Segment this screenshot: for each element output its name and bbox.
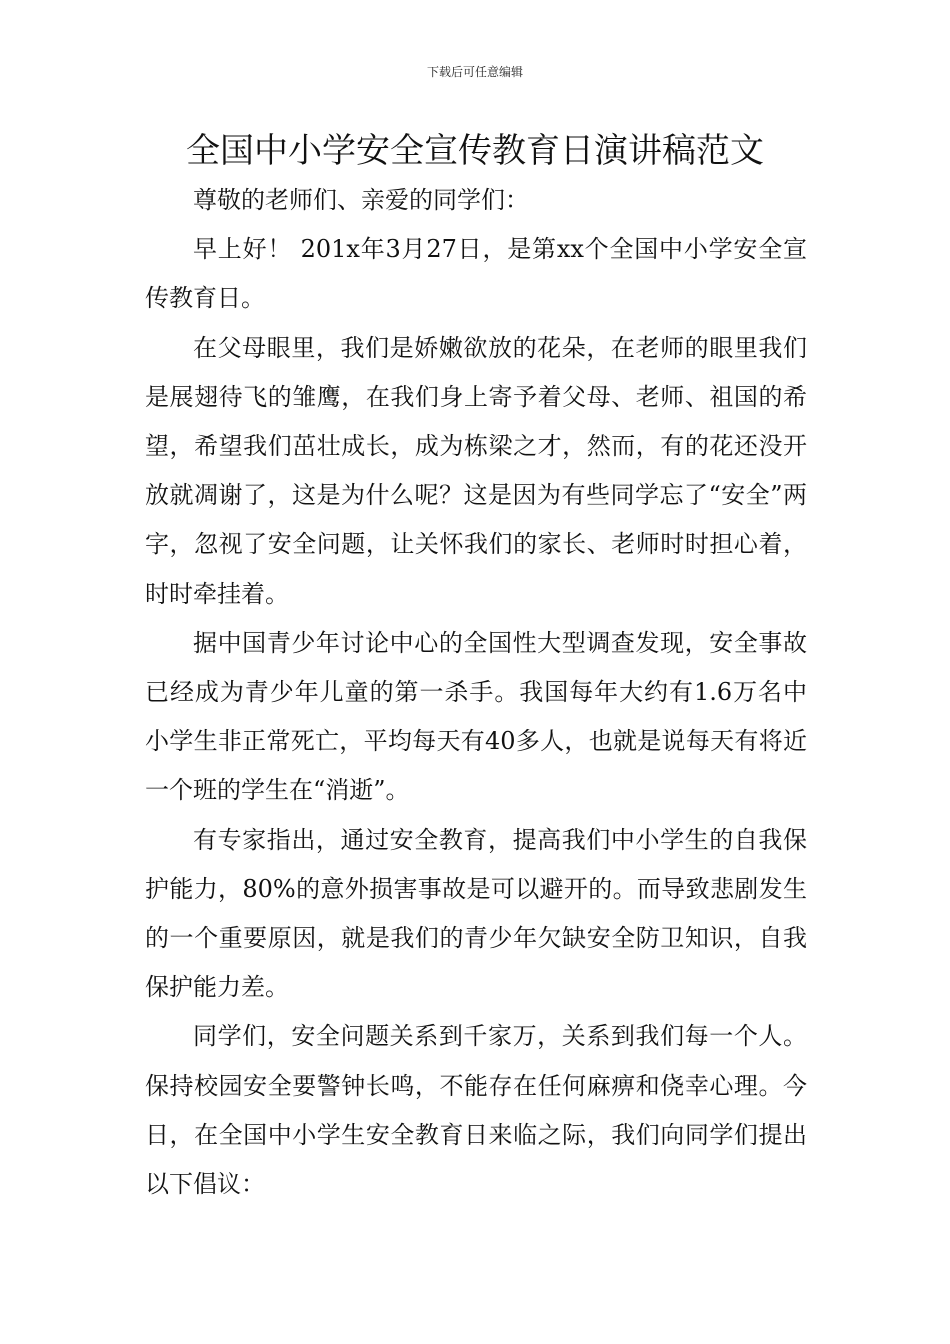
header-note: 下载后可任意编辑 bbox=[426, 65, 523, 79]
body-paragraph-2: 据中国青少年讨论中心的全国性大型调查发现，安全事故已经成为青少年儿童的第一杀手。我国每年大约有1.6万名中小学生非正常死亡，平均每天有40多人，也就是说每天有将近一个班的学生在“消逝”。 bbox=[145, 628, 807, 805]
document-title: 全国中小学安全宣传教育日演讲稿范文 bbox=[186, 131, 764, 171]
body-paragraph-1: 在父母眼里，我们是娇嫩欲放的花朵，在老师的眼里我们是展翅待飞的雏鹰，在我们身上寄予着父母、老师、祖国的希望，希望我们茁壮成长，成为栋梁之才，然而，有的花还没开放就凋谢了，这是为什么呢？这是因为有些同学忘了“安全”两字，忽视了安全问题，让关怀我们的家长、老师时时担心着，时时牵挂着。 bbox=[145, 333, 807, 608]
greeting-paragraph: 早上好！ 201x年3月27日，是第xx个全国中小学安全宣传教育日。 bbox=[145, 235, 807, 313]
salutation-paragraph: 尊敬的老师们、亲爱的同学们： bbox=[193, 186, 529, 214]
body-paragraph-3: 有专家指出，通过安全教育，提高我们中小学生的自我保护能力，80%的意外损害事故是可以避开的。而导致悲剧发生的一个重要原因，就是我们的青少年欠缺安全防卫知识，自我保护能力差。 bbox=[145, 825, 807, 1002]
document-body bbox=[145, 176, 807, 1209]
body-paragraph-4: 同学们，安全问题关系到千家万，关系到我们每一个人。保持校园安全要警钟长鸣，不能存在任何麻痹和侥幸心理。今日，在全国中小学生安全教育日来临之际，我们向同学们提出以下倡议： bbox=[145, 1022, 807, 1199]
